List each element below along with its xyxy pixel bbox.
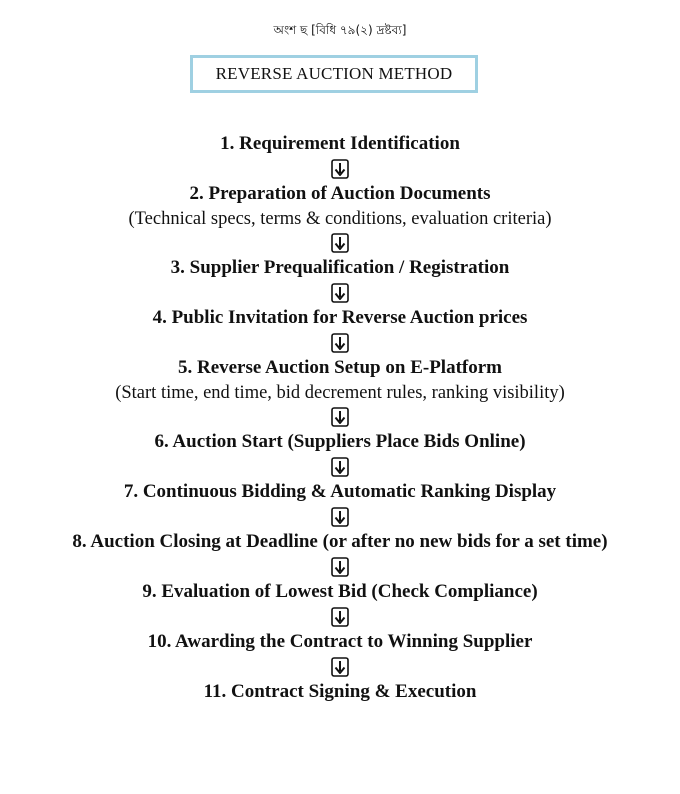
flow-step-9 — [142, 579, 537, 605]
down-arrow-box-icon — [331, 283, 349, 303]
flow-step-5 — [115, 355, 565, 405]
diagram-title: REVERSE AUCTION METHOD — [215, 64, 453, 83]
flow-step-2 — [128, 181, 551, 231]
step-title: 5. Reverse Auction Setup on E-Platform — [177, 357, 502, 378]
down-arrow-box-icon — [331, 557, 349, 577]
flow-step-3 — [171, 255, 510, 281]
step-title: 4. Public Invitation for Reverse Auction prices — [152, 307, 528, 328]
page-reference-header: অংশ ছ [বিধি ৭৯(২) দ্রষ্টব্য] — [273, 23, 407, 37]
down-arrow-box-icon — [331, 657, 349, 677]
flow-step-8 — [72, 529, 607, 555]
down-arrow-box-icon — [331, 159, 349, 179]
flow-step-4 — [153, 305, 528, 331]
down-arrow-box-icon — [331, 233, 349, 253]
step-title: 9. Evaluation of Lowest Bid (Check Compliance) — [142, 581, 538, 602]
down-arrow-box-icon — [331, 333, 349, 353]
down-arrow-box-icon — [331, 507, 349, 527]
down-arrow-box-icon — [331, 407, 349, 427]
flowchart — [0, 131, 680, 705]
step-title: 11. Contract Signing & Execution — [203, 681, 477, 702]
step-title: 6. Auction Start (Suppliers Place Bids Online) — [154, 431, 526, 452]
step-title: 8. Auction Closing at Deadline (or after no new bids for a set time) — [72, 531, 608, 552]
step-title: 10. Awarding the Contract to Winning Supplier — [147, 631, 533, 652]
flow-step-10 — [148, 629, 533, 655]
step-description: (Technical specs, terms & conditions, evaluation criteria) — [128, 209, 552, 229]
step-title: 3. Supplier Prequalification / Registration — [170, 257, 510, 278]
flow-step-7 — [124, 479, 556, 505]
step-title: 1. Requirement Identification — [220, 133, 460, 154]
flow-step-1 — [220, 131, 460, 157]
title-box — [190, 55, 478, 93]
flow-step-11 — [204, 679, 477, 705]
down-arrow-box-icon — [331, 457, 349, 477]
step-title: 7. Continuous Bidding & Automatic Ranking Display — [123, 481, 557, 502]
flow-step-6 — [154, 429, 525, 455]
step-description: (Start time, end time, bid decrement rules, ranking visibility) — [115, 383, 565, 403]
step-title: 2. Preparation of Auction Documents — [189, 183, 491, 204]
down-arrow-box-icon — [331, 607, 349, 627]
